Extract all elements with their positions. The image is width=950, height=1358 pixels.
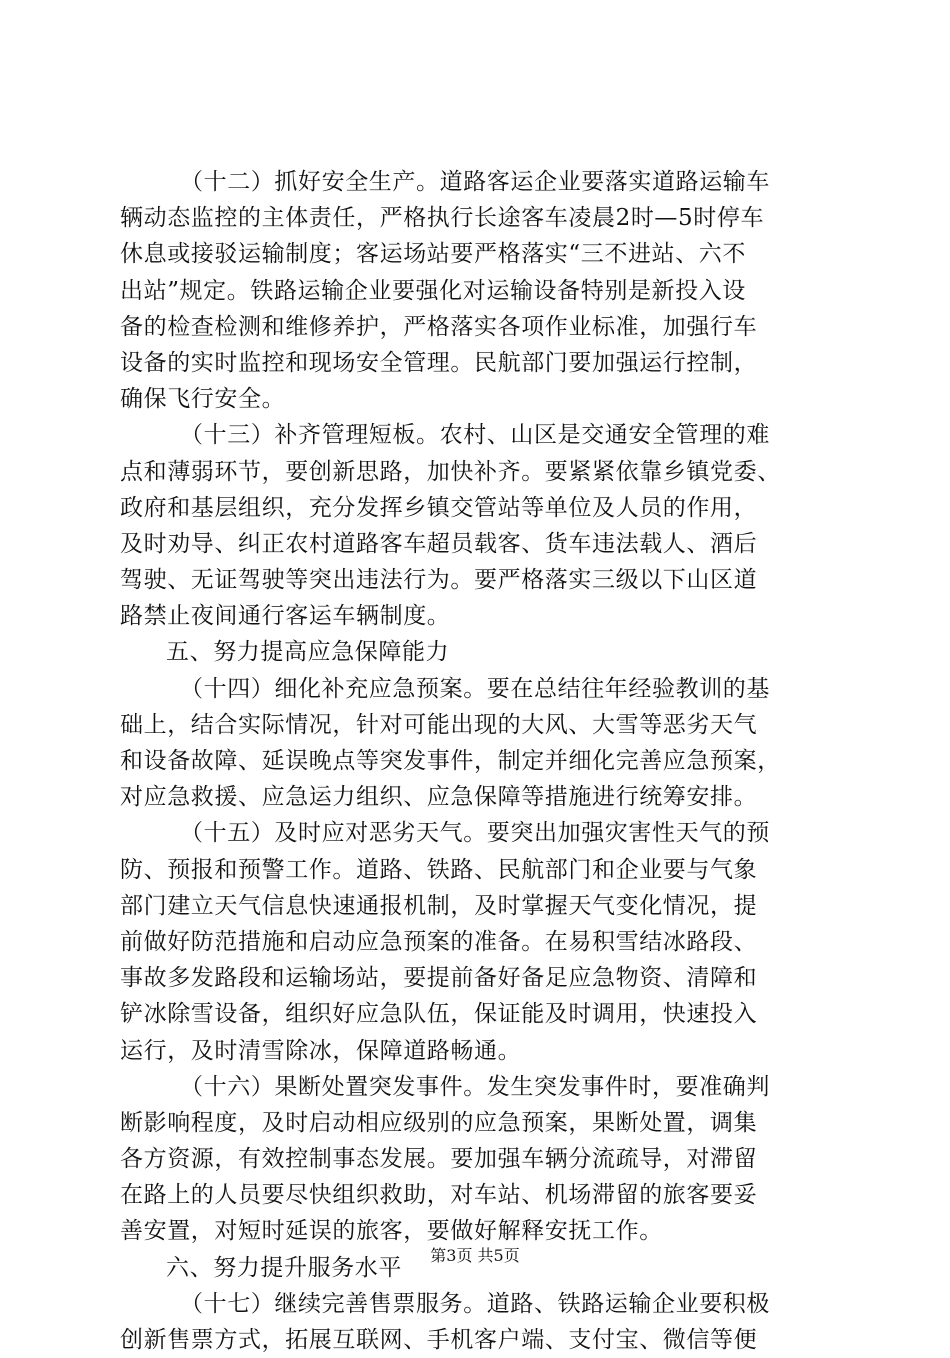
paragraph-14-line: （十四）细化补充应急预案。要在总结往年经验教训的基 xyxy=(180,675,770,702)
section-heading-5: 五、努力提高应急保障能力 xyxy=(166,639,450,666)
paragraph-13-line: 政府和基层组织，充分发挥乡镇交管站等单位及人员的作用， xyxy=(120,494,758,521)
paragraph-14-line: 础上，结合实际情况，针对可能出现的大风、大雪等恶劣天气 xyxy=(120,711,758,738)
paragraph-15-line: 部门建立天气信息快速通报机制，及时掌握天气变化情况，提 xyxy=(120,892,758,919)
document-body xyxy=(120,164,832,1358)
paragraph-15-line: 前做好防范措施和启动应急预案的准备。在易积雪结冰路段、 xyxy=(120,928,758,955)
paragraph-17-line: 创新售票方式，拓展互联网、手机客户端、支付宝、微信等便 xyxy=(120,1327,758,1353)
paragraph-13-line: （十三）补齐管理短板。农村、山区是交通安全管理的难 xyxy=(180,422,770,449)
paragraph-16-line: 各方资源，有效控制事态发展。要加强车辆分流疏导，对滞留 xyxy=(120,1146,758,1173)
paragraph-12-line: 辆动态监控的主体责任，严格执行长途客车凌晨2时—5时停车 xyxy=(120,205,765,232)
paragraph-15-line: 防、预报和预警工作。道路、铁路、民航部门和企业要与气象 xyxy=(120,856,758,883)
paragraph-16-line: 在路上的人员要尽快组织救助，对车站、机场滞留的旅客要妥 xyxy=(120,1182,758,1209)
paragraph-15-line: （十五）及时应对恶劣天气。要突出加强灾害性天气的预 xyxy=(180,820,770,847)
paragraph-12-line: （十二）抓好安全生产。道路客运企业要落实道路运输车 xyxy=(180,169,770,195)
page-number-footer: 第3页 共5页 xyxy=(430,1246,520,1265)
paragraph-16-line: （十六）果断处置突发事件。发生突发事件时，要准确判 xyxy=(180,1073,770,1100)
paragraph-14-line: 对应急救援、应急运力组织、应急保障等措施进行统筹安排。 xyxy=(120,784,758,811)
paragraph-12-line: 确保飞行安全。 xyxy=(120,386,286,413)
paragraph-13-line: 驾驶、无证驾驶等突出违法行为。要严格落实三级以下山区道 xyxy=(120,567,758,594)
section-heading-6: 六、努力提升服务水平 xyxy=(166,1254,402,1281)
paragraph-13-line: 及时劝导、纠正农村道路客车超员载客、货车违法载人、酒后 xyxy=(120,530,758,557)
paragraph-13-line: 点和薄弱环节，要创新思路，加快补齐。要紧紧依靠乡镇党委、 xyxy=(120,458,781,485)
paragraph-12-line: 出站”规定。铁路运输企业要强化对运输设备特别是新投入设 xyxy=(120,277,746,304)
paragraph-15-line: 运行，及时清雪除冰，保障道路畅通。 xyxy=(120,1037,522,1064)
paragraph-15-line: 铲冰除雪设备，组织好应急队伍，保证能及时调用，快速投入 xyxy=(120,1001,758,1028)
paragraph-12-line: 备的检查检测和维修养护，严格落实各项作业标准，加强行车 xyxy=(120,313,758,340)
paragraph-14-line: 和设备故障、延误晚点等突发事件，制定并细化完善应急预案， xyxy=(120,748,781,774)
paragraph-16-line: 善安置，对短时延误的旅客，要做好解释安抚工作。 xyxy=(120,1218,663,1245)
paragraph-12-line: 设备的实时监控和现场安全管理。民航部门要加强运行控制， xyxy=(120,349,758,376)
paragraph-16-line: 断影响程度，及时启动相应级别的应急预案，果断处置，调集 xyxy=(120,1109,758,1136)
paragraph-17-line: （十七）继续完善售票服务。道路、铁路运输企业要积极 xyxy=(180,1290,770,1317)
paragraph-13-line: 路禁止夜间通行客运车辆制度。 xyxy=(120,603,451,630)
paragraph-15-line: 事故多发路段和运输场站，要提前备好备足应急物资、清障和 xyxy=(120,965,758,992)
paragraph-12-line: 休息或接驳运输制度；客运场站要严格落实“三不进站、六不 xyxy=(120,241,746,268)
